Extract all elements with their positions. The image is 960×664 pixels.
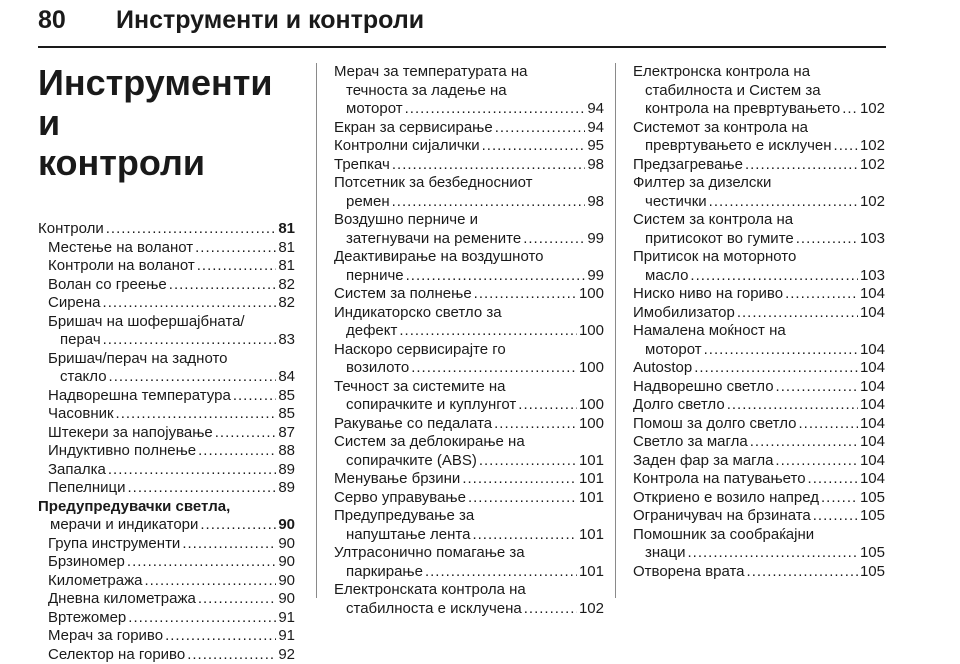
- toc-page-number: 102: [860, 156, 885, 175]
- toc-page-number: 87: [278, 424, 295, 443]
- toc-entry-title: Наскоро сервисирајте го: [334, 341, 604, 360]
- toc-page-number: 89: [278, 461, 295, 480]
- dot-leader: [796, 230, 858, 249]
- dot-leader: [392, 193, 586, 212]
- toc-entry[interactable]: [38, 627, 295, 646]
- toc-entry[interactable]: [38, 479, 295, 498]
- toc-page-number: 104: [860, 285, 885, 304]
- toc-page-number: 101: [579, 563, 604, 582]
- toc-page-number: 94: [587, 100, 604, 119]
- toc-entry-title: мерачи и индикатори: [50, 516, 198, 535]
- toc-entry[interactable]: [633, 415, 885, 434]
- toc-page-number: 104: [860, 452, 885, 471]
- toc-entry[interactable]: [38, 405, 295, 424]
- toc-entry-title: Контролни сијалички: [334, 137, 480, 156]
- toc-page-number: 85: [278, 405, 295, 424]
- toc-entry-title: Систем за полнење: [334, 285, 472, 304]
- dot-leader: [233, 387, 277, 406]
- toc-entry-title: притисокот во гумите: [645, 230, 794, 249]
- toc-entry-title: Часовник: [48, 405, 114, 424]
- toc-entry-title: превртувањето е исклучен: [645, 137, 832, 156]
- toc-entry[interactable]: [633, 248, 885, 285]
- toc-entry[interactable]: [334, 63, 604, 119]
- toc-page-number: 103: [860, 230, 885, 249]
- dot-leader: [479, 452, 577, 471]
- toc-entry[interactable]: [334, 507, 604, 544]
- dot-leader: [737, 304, 858, 323]
- toc-entry-title: Местење на воланот: [48, 239, 193, 258]
- toc-page-number: 101: [579, 526, 604, 545]
- dot-leader: [195, 239, 276, 258]
- dot-leader: [494, 415, 577, 434]
- toc-entry-title: Контроли: [38, 220, 104, 239]
- toc-entry-title: Серво управување: [334, 489, 466, 508]
- toc-entry[interactable]: [633, 174, 885, 211]
- toc-entry[interactable]: [38, 387, 295, 406]
- toc-entry-title: Група инструменти: [48, 535, 180, 554]
- toc-page-number: 100: [579, 322, 604, 341]
- toc-entry-title: Ограничувач на брзината: [633, 507, 811, 526]
- toc-entry[interactable]: [38, 239, 295, 258]
- toc-page-number: 83: [278, 331, 295, 350]
- dot-leader: [775, 452, 858, 471]
- toc-entry-title: честички: [645, 193, 707, 212]
- toc-entry-title: масло: [645, 267, 688, 286]
- toc-page-number: 104: [860, 396, 885, 415]
- toc-entry-title: Имобилизатор: [633, 304, 735, 323]
- toc-entry-title: контрола на превртувањето: [645, 100, 840, 119]
- dot-leader: [127, 553, 276, 572]
- toc-entry-title: Екран за сервисирање: [334, 119, 493, 138]
- toc-entry[interactable]: [633, 119, 885, 156]
- toc-entry[interactable]: [633, 433, 885, 452]
- toc-entry[interactable]: [633, 452, 885, 471]
- toc-entry-title: Системот за контрола на: [633, 119, 885, 138]
- toc-entry-title: Предзагревање: [633, 156, 743, 175]
- toc-entry-title: Мерач за температурата на: [334, 63, 604, 82]
- dot-leader: [472, 526, 577, 545]
- toc-page-number: 102: [579, 600, 604, 619]
- toc-entry[interactable]: [633, 489, 885, 508]
- toc-entry-title: моторот: [346, 100, 403, 119]
- toc-entry-title: Деактивирање на воздушното: [334, 248, 604, 267]
- toc-page-number: 105: [860, 563, 885, 582]
- toc-entry-title: Заден фар за магла: [633, 452, 773, 471]
- dot-leader: [495, 119, 586, 138]
- toc-page-number: 88: [278, 442, 295, 461]
- dot-leader: [785, 285, 858, 304]
- dot-leader: [144, 572, 276, 591]
- toc-entry[interactable]: [633, 359, 885, 378]
- toc-entry-title: знаци: [645, 544, 685, 563]
- toc-entry[interactable]: [633, 211, 885, 248]
- dot-leader: [704, 341, 858, 360]
- toc-entry[interactable]: [334, 211, 604, 248]
- toc-page-number: 105: [860, 507, 885, 526]
- dot-leader: [103, 331, 277, 350]
- dot-leader: [405, 100, 586, 119]
- toc-entry[interactable]: [633, 378, 885, 397]
- toc-entry-title: сопирачките и куплунгот: [346, 396, 516, 415]
- toc-entry-title: моторот: [645, 341, 702, 360]
- toc-entry[interactable]: [334, 137, 604, 156]
- toc-entry-title: Селектор на гориво: [48, 646, 185, 664]
- toc-entry[interactable]: [334, 285, 604, 304]
- toc-entry-title: Помошник за сообраќајни: [633, 526, 885, 545]
- toc-entry-title: Светло за магла: [633, 433, 748, 452]
- dot-leader: [842, 100, 858, 119]
- dot-leader: [468, 489, 577, 508]
- toc-page-number: 98: [587, 156, 604, 175]
- toc-page-number: 102: [860, 100, 885, 119]
- dot-leader: [687, 544, 857, 563]
- toc-page-number: 90: [278, 535, 295, 554]
- toc-entry[interactable]: [633, 563, 885, 582]
- toc-entry-title: ремен: [346, 193, 390, 212]
- toc-entry[interactable]: [38, 257, 295, 276]
- toc-page-number: 82: [278, 276, 295, 295]
- dot-leader: [187, 646, 276, 664]
- toc-page-number: 101: [579, 489, 604, 508]
- dot-leader: [813, 507, 858, 526]
- dot-leader: [411, 359, 577, 378]
- toc-entry[interactable]: [334, 304, 604, 341]
- dot-leader: [523, 230, 585, 249]
- toc-entry-title: Ракување со педалата: [334, 415, 492, 434]
- toc-entry[interactable]: [334, 581, 604, 618]
- running-title: Инструменти и контроли: [116, 6, 424, 35]
- toc-entry-title: Ниско ниво на гориво: [633, 285, 783, 304]
- toc-page-number: 101: [579, 452, 604, 471]
- toc-entry-title: Километража: [48, 572, 142, 591]
- dot-leader: [709, 193, 858, 212]
- dot-leader: [808, 470, 858, 489]
- column-divider: [316, 63, 317, 598]
- toc-page-number: 104: [860, 470, 885, 489]
- dot-leader: [165, 627, 276, 646]
- toc-entry-title: Отворена врата: [633, 563, 745, 582]
- toc-page-number: 102: [860, 137, 885, 156]
- toc-entry-title: Помош за долго светло: [633, 415, 796, 434]
- dot-leader: [128, 609, 276, 628]
- toc-entry-title: Брзиномер: [48, 553, 125, 572]
- toc-entry[interactable]: [38, 294, 295, 313]
- toc-entry-title: Вртежомер: [48, 609, 126, 628]
- toc-entry[interactable]: [334, 544, 604, 581]
- toc-entry-title: Притисок на моторното: [633, 248, 885, 267]
- dot-leader: [462, 470, 577, 489]
- toc-entry-title: возилото: [346, 359, 409, 378]
- toc-page-number: 104: [860, 304, 885, 323]
- dot-leader: [215, 424, 277, 443]
- dot-leader: [694, 359, 858, 378]
- dot-leader: [834, 137, 858, 156]
- toc-page-number: 103: [860, 267, 885, 286]
- toc-page-number: 99: [587, 267, 604, 286]
- toc-entry-title: Систем за контрола на: [633, 211, 885, 230]
- dot-leader: [474, 285, 577, 304]
- chapter-title-line: контроли: [38, 143, 295, 183]
- toc-entry[interactable]: [334, 470, 604, 489]
- dot-leader: [116, 405, 277, 424]
- dot-leader: [200, 516, 276, 535]
- toc-entry-title: Ултрасонично помагање за: [334, 544, 604, 563]
- dot-leader: [798, 415, 857, 434]
- toc-entry[interactable]: [633, 322, 885, 359]
- toc-entry-title: Електронска контрола на: [633, 63, 885, 82]
- toc-page-number: 81: [278, 220, 295, 239]
- toc-entry-title: затегнувачи на ремените: [346, 230, 521, 249]
- toc-page-number: 85: [278, 387, 295, 406]
- dot-leader: [747, 563, 858, 582]
- toc-page-number: 104: [860, 359, 885, 378]
- toc-entry-title: Сирена: [48, 294, 101, 313]
- toc-page-number: 100: [579, 285, 604, 304]
- toc-entry-title: Откриено е возило напред: [633, 489, 819, 508]
- toc-entry-title: Предупредување за: [334, 507, 604, 526]
- toc-entry-title: Волан со греење: [48, 276, 167, 295]
- dot-leader: [750, 433, 858, 452]
- toc-entry[interactable]: [334, 489, 604, 508]
- toc-entry-title: Штекери за напојување: [48, 424, 213, 443]
- toc-column-1: [38, 63, 295, 664]
- toc-entry[interactable]: [334, 415, 604, 434]
- toc-entry[interactable]: [38, 350, 295, 387]
- toc-column-3: [633, 63, 885, 581]
- toc-entry-title: Autostop: [633, 359, 692, 378]
- dot-leader: [821, 489, 858, 508]
- dot-leader: [425, 563, 577, 582]
- toc-page-number: 81: [278, 257, 295, 276]
- toc-entry[interactable]: [633, 285, 885, 304]
- dot-leader: [103, 294, 277, 313]
- toc-entry[interactable]: [38, 553, 295, 572]
- toc-entry[interactable]: [38, 535, 295, 554]
- toc-page-number: 95: [587, 137, 604, 156]
- toc-entry-title: Систем за деблокирање на: [334, 433, 604, 452]
- toc-entry[interactable]: [334, 433, 604, 470]
- dot-leader: [169, 276, 277, 295]
- dot-leader: [182, 535, 276, 554]
- dot-leader: [109, 368, 277, 387]
- toc-page-number: 92: [278, 646, 295, 664]
- dot-leader: [399, 322, 577, 341]
- toc-page-number: 91: [278, 609, 295, 628]
- toc-entry[interactable]: [38, 646, 295, 664]
- toc-page-number: 101: [579, 470, 604, 489]
- toc-entry[interactable]: [38, 424, 295, 443]
- toc-entry-title: Филтер за дизелски: [633, 174, 885, 193]
- toc-entry-title: Контрола на патувањето: [633, 470, 806, 489]
- toc-column-2: [334, 63, 604, 618]
- toc-page-number: 90: [278, 553, 295, 572]
- toc-page-number: 102: [860, 193, 885, 212]
- toc-entry-title: стабилноста и Систем за: [633, 82, 885, 101]
- toc-entry[interactable]: [38, 498, 295, 535]
- toc-entry-title: перач: [60, 331, 101, 350]
- dot-leader: [690, 267, 858, 286]
- toc-page-number: 100: [579, 415, 604, 434]
- toc-entry-title: паркирање: [346, 563, 423, 582]
- toc-entry[interactable]: [334, 156, 604, 175]
- toc-entry-title: Потсетник за безбедносниот: [334, 174, 604, 193]
- toc-entry-title: Долго светло: [633, 396, 725, 415]
- dot-leader: [482, 137, 586, 156]
- toc-entry[interactable]: [38, 609, 295, 628]
- toc-entry-title: Бришач на шофершајбната/: [48, 313, 295, 332]
- toc-entry-title: Течност за системите на: [334, 378, 604, 397]
- column-divider: [615, 63, 616, 598]
- toc-entry[interactable]: [633, 63, 885, 119]
- toc-entry[interactable]: [38, 220, 295, 239]
- toc-entry[interactable]: [633, 396, 885, 415]
- toc-entry[interactable]: [334, 119, 604, 138]
- dot-leader: [524, 600, 577, 619]
- toc-page-number: 105: [860, 544, 885, 563]
- dot-leader: [198, 442, 276, 461]
- toc-entry-title: Трепкач: [334, 156, 390, 175]
- dot-leader: [518, 396, 577, 415]
- toc-page-number: 100: [579, 396, 604, 415]
- page-header: [38, 6, 886, 46]
- toc-entry-title: Надворешно светло: [633, 378, 774, 397]
- toc-entry-title: Менување брзини: [334, 470, 460, 489]
- dot-leader: [198, 590, 276, 609]
- toc-entry[interactable]: [633, 304, 885, 323]
- toc-page-number: 104: [860, 378, 885, 397]
- toc-entry[interactable]: [38, 461, 295, 480]
- toc-page-number: 90: [278, 516, 295, 535]
- chapter-title: [38, 63, 295, 183]
- toc-page-number: 89: [278, 479, 295, 498]
- dot-leader: [106, 220, 277, 239]
- toc-page-number: 104: [860, 415, 885, 434]
- header-rule: [38, 46, 886, 48]
- toc-page-number: 104: [860, 341, 885, 360]
- dot-leader: [745, 156, 858, 175]
- toc-entry[interactable]: [334, 248, 604, 285]
- toc-entry[interactable]: [334, 378, 604, 415]
- toc-entry-title: Дневна километража: [48, 590, 196, 609]
- toc-page-number: 105: [860, 489, 885, 508]
- toc-page-number: 82: [278, 294, 295, 313]
- toc-entry-title: напуштање лента: [346, 526, 470, 545]
- toc-entry-title: Бришач/перач на задното: [48, 350, 295, 369]
- toc-entry[interactable]: [633, 470, 885, 489]
- toc-entry[interactable]: [633, 156, 885, 175]
- dot-leader: [776, 378, 858, 397]
- toc-page-number: 94: [587, 119, 604, 138]
- toc-page-number: 90: [278, 590, 295, 609]
- toc-entry-title: Мерач за гориво: [48, 627, 163, 646]
- toc-page-number: 104: [860, 433, 885, 452]
- dot-leader: [108, 461, 276, 480]
- toc-entry-title: стакло: [60, 368, 107, 387]
- toc-entry[interactable]: [38, 276, 295, 295]
- toc-entry-title: перниче: [346, 267, 404, 286]
- toc-entry-title: Контроли на воланот: [48, 257, 195, 276]
- toc-entry-title: Пепелници: [48, 479, 125, 498]
- toc-page-number: 84: [278, 368, 295, 387]
- dot-leader: [127, 479, 276, 498]
- page-number: 80: [38, 6, 66, 35]
- toc-entry-title: Надворешна температура: [48, 387, 231, 406]
- toc-entry[interactable]: [38, 313, 295, 350]
- toc-entry[interactable]: [334, 174, 604, 211]
- toc-entry-title: Индуктивно полнење: [48, 442, 196, 461]
- toc-page-number: 100: [579, 359, 604, 378]
- dot-leader: [406, 267, 586, 286]
- toc-entry-title: сопирачките (ABS): [346, 452, 477, 471]
- toc-entry-title: Електронската контрола на: [334, 581, 604, 600]
- toc-entry-title: стабилноста е исклучена: [346, 600, 522, 619]
- toc-entry-title: Запалка: [48, 461, 106, 480]
- toc-entry[interactable]: [38, 572, 295, 591]
- toc-entry-title: Индикаторско светло за: [334, 304, 604, 323]
- toc-entry[interactable]: [38, 442, 295, 461]
- toc-entry[interactable]: [38, 590, 295, 609]
- toc-entry-title: течноста за ладење на: [334, 82, 604, 101]
- toc-entry[interactable]: [334, 341, 604, 378]
- toc-entry-title: Воздушно перниче и: [334, 211, 604, 230]
- toc-page-number: 81: [278, 239, 295, 258]
- toc-page-number: 99: [587, 230, 604, 249]
- dot-leader: [197, 257, 277, 276]
- toc-page-number: 98: [587, 193, 604, 212]
- dot-leader: [727, 396, 858, 415]
- toc-entry[interactable]: [633, 507, 885, 526]
- dot-leader: [392, 156, 585, 175]
- toc-page-number: 91: [278, 627, 295, 646]
- toc-page-number: 90: [278, 572, 295, 591]
- toc-entry-title: дефект: [346, 322, 397, 341]
- toc-entry-title: Намалена моќност на: [633, 322, 885, 341]
- chapter-title-line: Инструменти и: [38, 63, 295, 143]
- toc-entry-title: Предупредувачки светла,: [38, 498, 295, 517]
- toc-entry[interactable]: [633, 526, 885, 563]
